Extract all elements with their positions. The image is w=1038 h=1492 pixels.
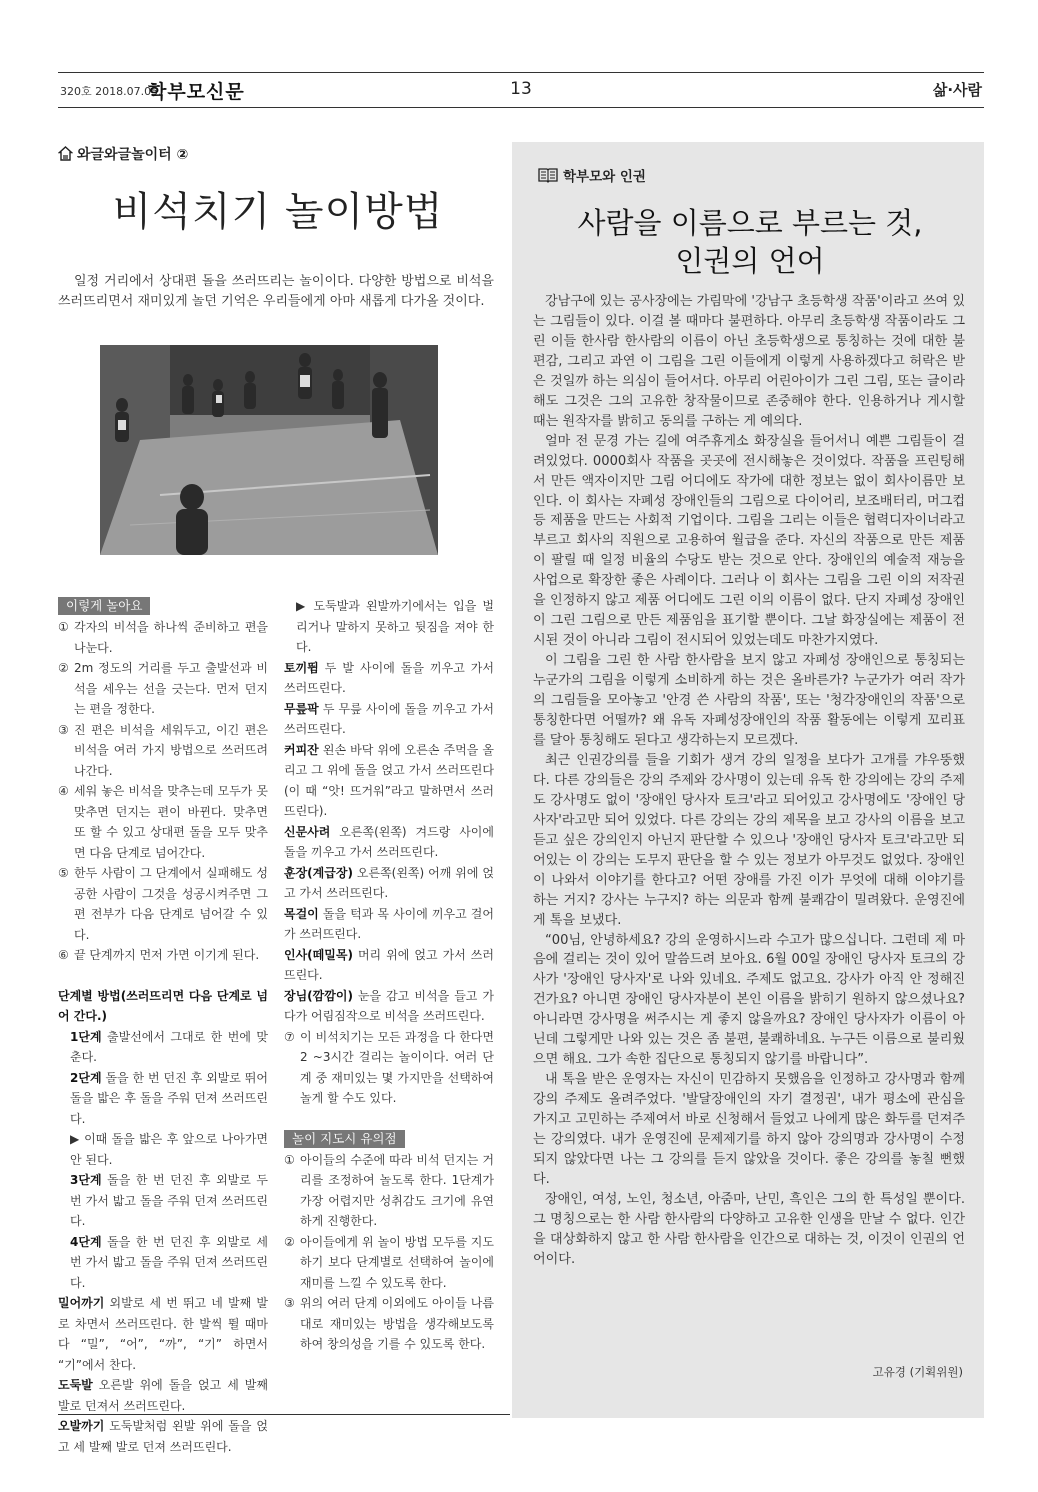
left-column-1 (58, 596, 268, 1457)
article-title: 비석치기 놀이방법 (112, 189, 444, 235)
page-header (58, 72, 984, 108)
right-article-body (533, 292, 965, 1270)
right-column-tag (538, 165, 646, 185)
list-item: ⑤ 한두 사람이 그 단계에서 실패해도 성공한 사람이 그것을 성공시켜주면 그편 전부가 다음 단계로 넘어갈 수 있다. (58, 866, 268, 942)
level-1: 1단계 출발선에서 그대로 한 번에 맞춘다. (70, 1029, 268, 1064)
level-2-note: ▶ 이때 돌을 밟은 후 앞으로 나아가면 안 된다. (70, 1132, 268, 1167)
list-item: ② 2m 정도의 거리를 두고 출발선과 비석을 세우는 선을 긋는다. 먼저 던지는 편을 정한다. (58, 661, 268, 716)
paragraph: 최근 인권강의를 들을 기회가 생겨 강의 일정을 보다가 고개를 갸우뚱했다. 다른 강의들은 강의 주제와 강사명이 있는데 유독 한 강의에는 강의 주제도 강사명도 없이 '장애인 당사자 토크'라고 되어있고 강사명에도 '장애인 당사자'라고만 되어 있었다. 다른 강의는 강의 제목을 보고 강사의 이름을 보고 듣고 싶은 강의인지 아닌지 판단할 수 있으나 '장애인 당사자 토크'라고만 되어있는 이 강의는 도무지 판단을 할 수 있는 정보가 아무것도 없었다. 장애인이 나와서 이야기를 한다고? 어떤 장애를 가진 이가 무엇에 대해 이야기를 하는 거지? 강사는 누구지? 하는 의문과 함께 불쾌감이 밀려왔다. 운영진에게 톡을 보냈다. (533, 752, 965, 928)
method-tokki: 토끼뜀 두 발 사이에 돌을 끼우고 가서 쓰러뜨린다. (284, 660, 494, 695)
issue-date: 320호 2018.07.05. (60, 85, 162, 98)
level-3: 3단계 돌을 한 번 던진 후 외발로 두 번 가서 밟고 돌을 주워 던져 쓰러뜨린다. (70, 1173, 268, 1228)
list-item: ① 각자의 비석을 하나씩 준비하고 편을 나눈다. (58, 620, 268, 655)
left-column-2 (284, 596, 494, 1355)
house-icon (58, 146, 73, 162)
paragraph: 장애인, 여성, 노인, 청소년, 아줌마, 난민, 흑인은 그의 한 특성일 뿐이다. 그 명칭으로는 한 사람 한사람의 다양하고 고유한 인생을 만날 수 없다. 인간을 대상화하지 않고 한 사람 한사람을 인간으로 대하는 것, 이것이 인권의 언어이다. (533, 1191, 965, 1267)
list-item: ① 아이들의 수준에 따라 비석 던지는 거리를 조정하여 놀도록 한다. 1단계가 가장 어렵지만 성취감도 크기에 유연하게 진행한다. (284, 1152, 494, 1228)
caution-heading: 놀이 지도시 유의점 (284, 1130, 405, 1148)
column-tag (58, 144, 188, 164)
method-jangnim: 장님(깜깜이) 눈을 감고 비석을 들고 가다가 어림짐작으로 비석을 쓰러뜨린다. (284, 988, 494, 1023)
method-dodukbal: 도둑발 오른발 위에 돌을 얹고 세 발째 발로 던져서 쓰러뜨린다. (58, 1378, 268, 1413)
howto-heading: 이렇게 놀아요 (58, 597, 150, 615)
section-name: 삶·사람 (932, 81, 982, 99)
paragraph: 강남구에 있는 공사장에는 가림막에 '강남구 초등학생 작품'이라고 쓰여 있는 그림들이 있다. 이걸 볼 때마다 불편하다. 아무리 초등학생 작품이라도 그린 이들 한사람 한사람의 이름이 아닌 초등학생으로 통칭하는 것에 대한 불편감, 그리고 과연 이 그림을 그린 이들에게 이렇게 사용하겠다고 허락은 받은 것일까 하는 의심이 들어서다. 아무리 어린아이가 그린 그림, 또는 글이라 해도 그것은 그의 고유한 창작물이므로 존중해야 한다. 인용하거나 게시할 때는 원작자를 밝히고 동의를 구하는 게 예의다. (533, 294, 965, 429)
bottom-rule (58, 1414, 510, 1415)
article-photo (100, 345, 438, 555)
method-note: ▶ 도둑발과 왼발까기에서는 입을 벌리거나 말하지 못하고 뒷짐을 져야 한다. (296, 599, 494, 654)
list-item: ④ 세워 놓은 비석을 맞추는데 모두가 못 맞추면 던지는 편이 바뀐다. 맞추면 또 할 수 있고 상대편 돌을 모두 맞추면 다음 단계로 넘어간다. (58, 784, 268, 860)
newspaper-logo: 학부모신문 (148, 81, 245, 103)
list-item: ③ 위의 여러 단계 이외에도 아이들 나름대로 재미있는 방법을 생각해보도록 하여 창의성을 기를 수 있도록 한다. (284, 1296, 494, 1351)
level-2: 2단계 돌을 한 번 던진 후 외발로 뛰어 돌을 밟은 후 돌을 주워 던져 쓰러뜨린다. (70, 1070, 268, 1126)
page-number: 13 (510, 79, 532, 99)
method-insa: 인사(떼밀목) 머리 위에 얹고 가서 쓰러뜨린다. (284, 947, 494, 982)
levels-heading: 단계별 방법(쓰러뜨리면 다음 단계로 넘어 간다.) (58, 988, 268, 1023)
paragraph: 이 그림을 그린 한 사람 한사람을 보지 않고 자폐성 장애인으로 통칭되는 누군가의 그림을 이렇게 소비하게 하는 것은 올바른가? 누군가가 여러 작가의 그림들을 모아놓고 '안경 쓴 사람의 작품', 또는 '청각장애인의 작품'으로 통칭한다면 어떨까? 왜 유독 자폐성장애인의 작품 활동에는 이렇게 꼬리표를 달아 통칭해도 된다고 생각하는지 모르겠다. (533, 653, 965, 748)
method-mureup: 무릎팍 두 무릎 사이에 돌을 끼우고 가서 쓰러뜨린다. (284, 701, 494, 736)
column-tag-label: 와글와글놀이터 ② (77, 147, 189, 163)
method-hunjang: 훈장(계급장) 오른쪽(왼쪽) 어깨 위에 얹고 가서 쓰러뜨린다. (284, 865, 494, 900)
paragraph: “00님, 안녕하세요? 강의 운영하시느라 수고가 많으십니다. 그런데 제 마음에 걸리는 것이 있어 말씀드려 보아요. 6월 00일 장애인 당사자 토크의 강사가 '장애인 당사자'로 나와 있네요. 주제도 없고요. 강사가 아직 안 정해진 건가요? 아니면 장애인 당사자분이 본인 이름을 밝히기 원하지 않으셨나요? 아니라면 강사명을 써주시는 게 좋지 않을까요? 장애인 당사자가 이름이 아닌데 그렇게만 나와 있는 것은 좀 불편, 불쾌하네요. 누구든 이름으로 불리웠으면 해요. 그가 속한 집단으로 통칭되지 않기를 바랍니다”. (533, 932, 965, 1068)
method-obalkkagi: 오발까기 도둑발처럼 왼발 위에 돌을 얹고 세 발째 발로 던져 쓰러뜨린다. (58, 1419, 268, 1454)
list-item: ③ 진 편은 비석을 세워두고, 이긴 편은 비석을 여러 가지 방법으로 쓰러뜨려 나간다. (58, 722, 268, 778)
right-article-title: 사람을 이름으로 부르는 것, 인권의 언어 (577, 206, 923, 278)
method-mireokkagi: 밀어까기 외발로 세 번 뛰고 네 발째 발로 차면서 쓰러뜨린다. 한 발씩 뛸 때마다 “밀”, “어”, “까”, “기” 하면서 “기”에서 찬다. (58, 1296, 268, 1372)
paragraph: 얼마 전 문경 가는 길에 여주휴게소 화장실을 들어서니 예쁜 그림들이 걸려있었다. 0000회사 작품을 곳곳에 전시해놓은 것이었다. 작품을 프린팅해서 만든 액자이지만 그림 어디에도 작가에 대한 정보는 없이 회사이름만 보인다. 이 회사는 자폐성 장애인들의 그림으로 다이어리, 보조배터리, 머그컵 등 제품을 만드는 사회적 기업이다. 그림을 그리는 이들은 협력디자이너라고 부르고 회사의 직원으로 고용하여 월급을 준다. 자신의 작품으로 만든 제품이 팔릴 때 일정 비율의 수당도 받는 것으로 안다. 장애인의 예술적 재능을 사업으로 확장한 좋은 사례이다. 그러나 이 회사는 그림을 그린 이의 저작권을 인정하지 않고 제품 어디에도 그린 이의 이름이 없다. 단지 자폐성 장애인이 그린 그림으로 만든 제품임을 표기할 뿐이다. 그날 화장실에는 제품이 전시된 것이 아니라 그림이 전시되어 있었는데도 마찬가지였다. (533, 433, 965, 649)
list-item: ⑥ 끝 단계까지 먼저 가면 이기게 된다. (58, 948, 260, 962)
method-mokgeori: 목걸이 돌을 턱과 목 사이에 끼우고 걸어가 쓰러뜨린다. (284, 906, 494, 941)
children-playing-photo (100, 345, 438, 555)
right-column-tag-label: 학부모와 인권 (563, 169, 646, 185)
author-signature: 고유경 (기획위원) (872, 1365, 963, 1379)
method-keopijan: 커피잔 왼손 바닥 위에 오른손 주먹을 올리고 그 위에 돌을 얹고 가서 쓰러뜨린다(이 때 “앗! 뜨거워”라고 말하면서 쓰러뜨린다). (284, 742, 494, 818)
paragraph: 내 톡을 받은 운영자는 자신이 민감하지 못했음을 인정하고 강사명과 함께 강의 주제도 올려주었다. '발달장애인의 자기 결정권', 내가 평소에 관심을 가지고 고민하는 주제여서 바로 신청해서 들었고 나에게 많은 화두를 던져주는 강의였다. 내가 운영진에 문제제기를 하지 않아 강의명과 강사명이 수정되지 않았다면 나는 그 강의를 듣지 않았을 것이다. 좋은 강의를 놓칠 뻔했다. (533, 1072, 965, 1187)
level-4: 4단계 돌을 한 번 던진 후 외발로 세 번 가서 밟고 돌을 주워 던져 쓰러뜨린다. (70, 1234, 268, 1290)
book-icon (538, 167, 558, 183)
list-item: ⑦ 이 비석치기는 모든 과정을 다 한다면 2 ~3시간 걸리는 놀이이다. 여러 단계 중 재미있는 몇 가지만을 선택하여 놀게 할 수도 있다. (284, 1029, 494, 1105)
method-sinmunsaryeo: 신문사려 오른쪽(왼쪽) 겨드랑 사이에 돌을 끼우고 가서 쓰러뜨린다. (284, 824, 494, 859)
list-item: ② 아이들에게 위 놀이 방법 모두를 지도하기 보다 단계별로 선택하여 놀이에 재미를 느낄 수 있도록 한다. (284, 1234, 494, 1290)
article-intro: 일정 거리에서 상대편 돌을 쓰러뜨리는 놀이이다. 다양한 방법으로 비석을 쓰러뜨리면서 재미있게 놀던 기억은 우리들에게 아마 새롭게 다가올 것이다. (58, 274, 494, 309)
